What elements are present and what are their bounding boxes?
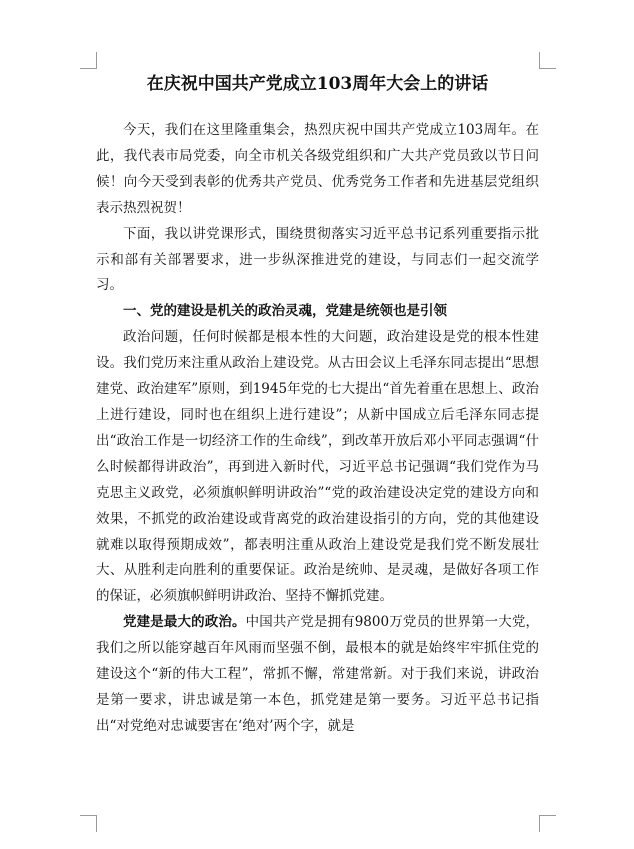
paragraph-politics: 政治问题，任何时候都是根本性的大问题，政治建设是党的根本性建设。我们党历来注重从政治上建设党。从古田会议上毛泽东同志提出“思想建党、政治建军”原则，到1945年党的七大提出“首先着重在思想上、政治上进行建设，同时也在组织上进行建设”；从新中国成立后毛泽东同志提出“政治工作是一切经济工作的生命线”，到改革开放后邓小平同志强调“什么时候都得讲政治”，再到进入新时代，习近平总书记强调“我们党作为马克思主义政党，必须旗帜鲜明讲政治”“党的政治建设决定党的建设方向和效果，不抓党的政治建设或背离党的政治建设指引的方向，党的其他建设就难以取得预期成效”，都表明注重从政治上建设党是我们党不断发展壮大、从胜利走向胜利的重要保证。政治是统帅、是灵魂，是做好各项工作的保证，必须旗帜鲜明讲政治、坚持不懈抓党建。 bbox=[96, 329, 539, 605]
section-heading-1: 一、党的建设是机关的政治灵魂，党建是统领也是引领 bbox=[123, 303, 447, 320]
paragraph-text: 中国共产党是拥有9800万党员的世界第一大党，我们之所以能穿越百年风雨而坚强不倒，最根本的就是始终牢牢抓住党的建设这个“新的伟大工程”，常抓不懈，常建常新。对于我们来说，讲政治是第一要求，讲忠诚是第一本色，抓党建是第一要务。习近平总书记指出“对党绝对忠诚要害在‘绝对’两个字，就是 bbox=[96, 614, 539, 734]
paragraph-lead-bold: 党建是最大的政治。 bbox=[123, 614, 246, 631]
page-corner-mark-top-left bbox=[80, 52, 97, 69]
paragraph-opening: 今天，我们在这里隆重集会，热烈庆祝中国共产党成立103周年。在此，我代表市局党委，向全市机关各级党组织和广大共产党员致以节日问候！向今天受到表彰的优秀共产党员、优秀党务工作者和先进基层党组织表示热烈祝贺！ bbox=[96, 122, 539, 216]
page-corner-mark-bottom-left bbox=[80, 815, 97, 832]
paragraph-party-building bbox=[96, 610, 539, 740]
page-corner-mark-top-right bbox=[539, 52, 556, 69]
document-body bbox=[96, 118, 539, 740]
paragraph-intro: 下面，我以讲党课形式，围绕贯彻落实习近平总书记系列重要指示批示和部有关部署要求，进一步纵深推进党的建设，与同志们一起交流学习。 bbox=[96, 225, 539, 294]
page-corner-mark-bottom-right bbox=[539, 815, 556, 832]
document-title: 在庆祝中国共产党成立103周年大会上的讲话 bbox=[146, 74, 489, 94]
